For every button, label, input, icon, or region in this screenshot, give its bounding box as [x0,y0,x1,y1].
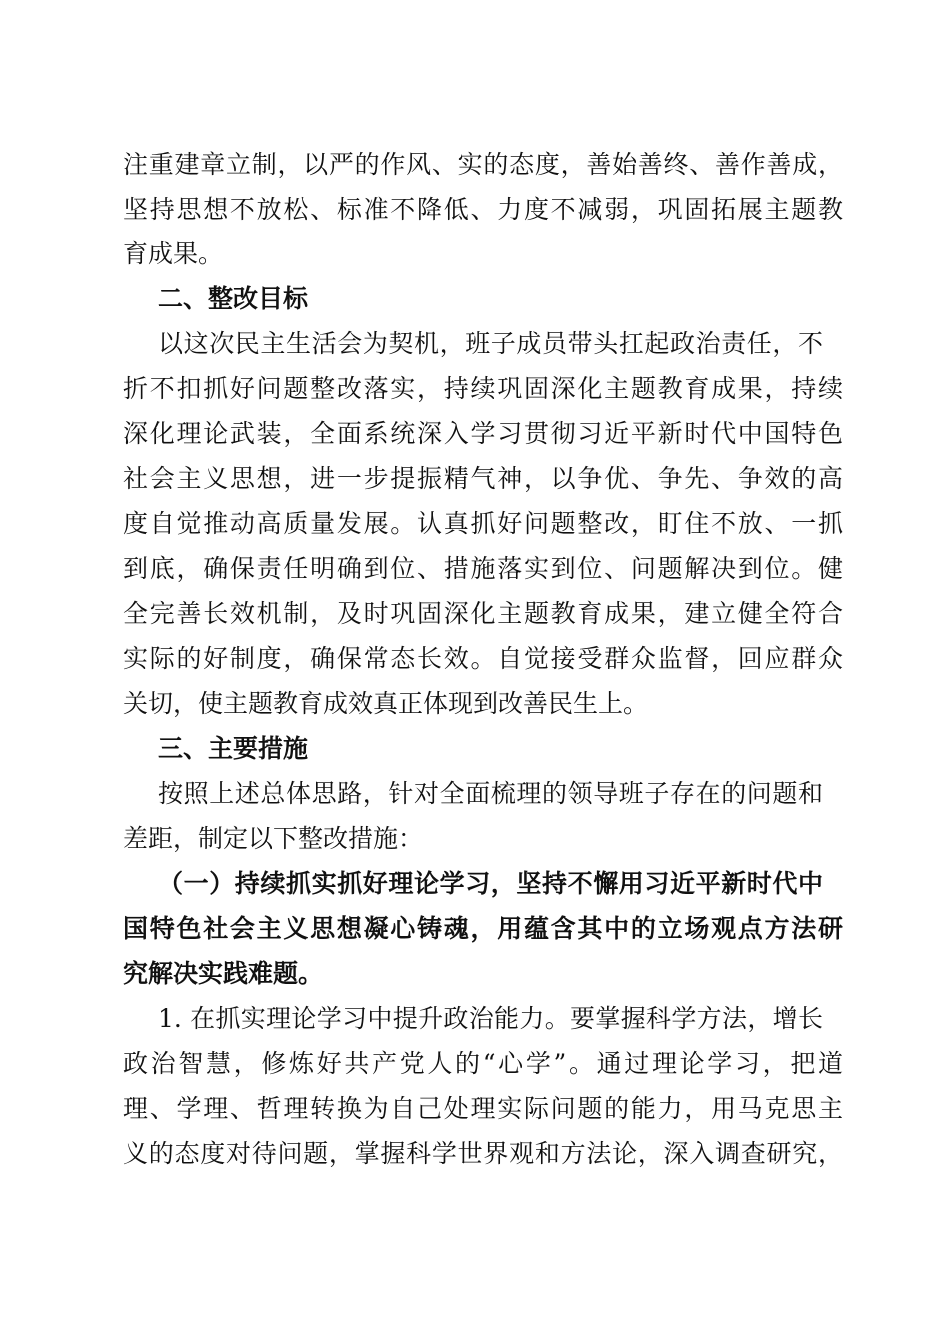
item-1-line-1: 1. 在抓实理论学习中提升政治能力。要掌握科学方法，增长 [158,1004,823,1033]
subsection-1-line-2: 国特色社会主义思想凝心铸魂，用蕴含其中的立场观点方法研 [123,914,843,943]
item-1-line-3: 理、学理、哲理转换为自己处理实际问题的能力，用马克思主 [123,1094,843,1123]
measures-line-2: 差距，制定以下整改措施： [123,824,424,853]
intro-line-3: 育成果。 [123,239,224,268]
item-1-line-2: 政治智慧，修炼好共产党人的“心学”。通过理论学习，把道 [123,1049,843,1078]
goals-line-9: 关切，使主题教育成效真正体现到改善民生上。 [123,689,649,718]
subsection-1-line-3: 究解决实践难题。 [123,959,324,988]
goals-line-6: 到底，确保责任明确到位、措施落实到位、问题解决到位。健 [123,554,843,583]
item-1-line-4: 义的态度对待问题，掌握科学世界观和方法论，深入调查研究， [123,1139,843,1168]
section-heading-goals: 二、整改目标 [158,284,309,313]
goals-line-7: 全完善长效机制，及时巩固深化主题教育成果，建立健全符合 [123,599,843,628]
goals-line-2: 折不扣抓好问题整改落实，持续巩固深化主题教育成果，持续 [123,374,843,403]
measures-line-1: 按照上述总体思路，针对全面梳理的领导班子存在的问题和 [158,779,823,808]
intro-line-2: 坚持思想不放松、标准不降低、力度不减弱，巩固拓展主题教 [123,195,843,224]
section-heading-measures: 三、主要措施 [158,734,309,763]
subsection-1-line-1: （一）持续抓实抓好理论学习，坚持不懈用习近平新时代中 [158,869,823,898]
goals-line-8: 实际的好制度，确保常态长效。自觉接受群众监督，回应群众 [123,644,843,673]
goals-line-5: 度自觉推动高质量发展。认真抓好问题整改，盯住不放、一抓 [123,509,843,538]
goals-line-1: 以这次民主生活会为契机，班子成员带头扛起政治责任，不 [158,329,823,358]
goals-line-3: 深化理论武装，全面系统深入学习贯彻习近平新时代中国特色 [123,419,843,448]
goals-line-4: 社会主义思想，进一步提振精气神，以争优、争先、争效的高 [123,464,843,493]
intro-line-1: 注重建章立制，以严的作风、实的态度，善始善终、善作善成， [123,150,843,179]
